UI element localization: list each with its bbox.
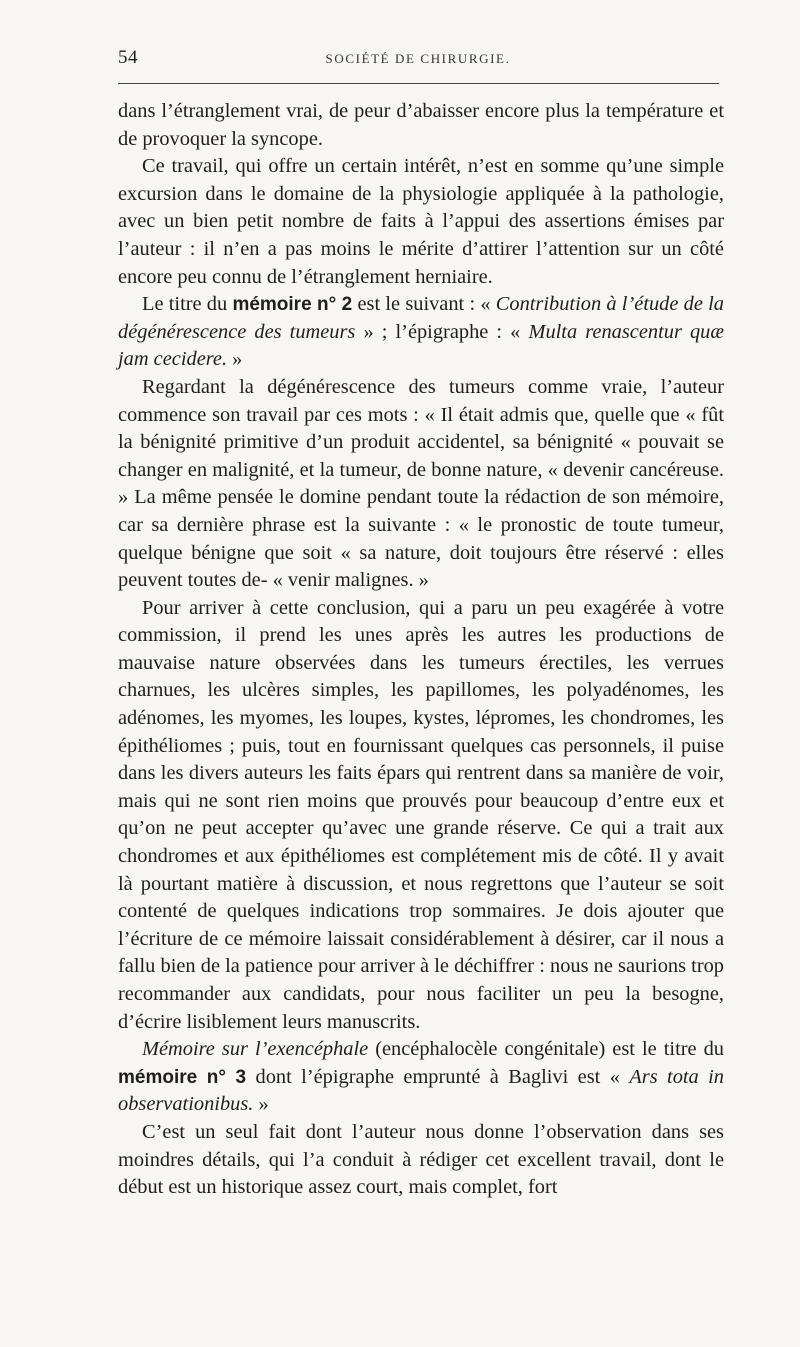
p6-segment: »	[253, 1093, 269, 1116]
paragraph-p2	[118, 153, 724, 291]
paragraph-p3	[118, 291, 724, 374]
p3-segment: »	[227, 348, 243, 371]
paragraph-p4	[118, 374, 724, 595]
body-text	[118, 98, 724, 1202]
p3-segment: mémoire n° 2	[232, 294, 353, 316]
p6-segment: Ars tota in observationibus.	[118, 1065, 725, 1116]
paragraph-p6	[118, 1036, 724, 1119]
header-rule	[118, 83, 719, 84]
p3-segment: Le titre du	[142, 293, 233, 316]
p6-segment: (encéphalocèle congénitale) est le titre du	[368, 1038, 724, 1061]
p3-segment: est le suivant : «	[352, 293, 496, 316]
p3-segment: Multa renascentur quæ jam cecidere.	[118, 320, 724, 371]
paragraph-p5	[118, 595, 724, 1037]
page-number: 54	[118, 47, 138, 68]
p7-segment: C’est un seul fait dont l’auteur nous donne l’observation dans ses moindres détails, qui l’a conduit à rédiger cet excellent travail, dont le début est un historique assez court, mais complet, fort	[118, 1120, 724, 1199]
running-title: SOCIÉTÉ DE CHIRURGIE.	[325, 51, 511, 66]
paragraph-p7	[118, 1119, 724, 1202]
paragraph-p1	[118, 98, 724, 153]
p5-segment: Pour arriver à cette conclusion, qui a paru un peu exagérée à votre commission, il prend les unes après les autres les productions de mauvaise nature observées dans les tumeurs érectiles, les verrues charnues, les ulcères simples, les papillomes, les polyadénomes, les adénomes, les myomes, les loupes, kystes, lépromes, les chondromes, les épithéliomes ; puis, tout en fournissant quelques cas personnels, il puise dans les divers auteurs les faits épars qui rentrent dans sa manière de voir, mais qui ne sont rien moins que prouvés pour beaucoup d’entre eux et qu’on ne peut accepter qu’avec une grande réserve. Ce qui a trait aux chondromes et aux épithéliomes est complétement mis de côté. Il y avait là pourtant matière à discussion, et nous regrettons que l’auteur se soit contenté de quelques indications trop sommaires. Je dois ajouter que l’écriture de ce mémoire laissait considérablement à désirer, car il nous a fallu bien de la patience pour arriver à le déchiffrer : nous ne saurions trop recommander aux candidats, pour nous faciliter un peu la besogne, d’écrire lisiblement leurs manuscrits.	[118, 596, 724, 1033]
p1-segment: dans l’étranglement vrai, de peur d’abaisser encore plus la température et de provoquer la syncope.	[118, 100, 724, 150]
p2-segment: Ce travail, qui offre un certain intérêt, n’est en somme qu’une simple excursion dans le domaine de la physiologie appliquée à la pathologie, avec un bien petit nombre de faits à l’appui des assertions émises par l’auteur : il n’en a pas moins le mérite d’attirer l’attention sur un côté encore peu connu de l’étranglement herniaire.	[118, 155, 724, 288]
page-header	[118, 47, 718, 75]
p6-segment: Mémoire sur l’exencéphale	[142, 1038, 369, 1061]
p6-segment: dont l’épigraphe emprunté à Baglivi est «	[246, 1065, 630, 1088]
p3-segment: Contribution à l’étude de la dégénérescence des tumeurs	[118, 293, 724, 343]
p6-segment: mémoire n° 3	[118, 1066, 247, 1088]
p3-segment: » ; l’épigraphe : «	[355, 320, 529, 343]
p4-segment: Regardant la dégénérescence des tumeurs comme vraie, l’auteur commence son travail par ces mots : « Il était admis que, quelle que « fût la bénignité primitive d’un produit accidentel, sa bénignité « pouvait se changer en malignité, et la tumeur, de bonne nature, « devenir cancéreuse. » La même pensée le domine pendant toute la rédaction de son mémoire, car sa dernière phrase est la suivante : « le pronostic de toute tumeur, quelque bénigne que soit « sa nature, doit toujours être réservé : elles peuvent toutes de- « venir malignes. »	[118, 375, 724, 592]
